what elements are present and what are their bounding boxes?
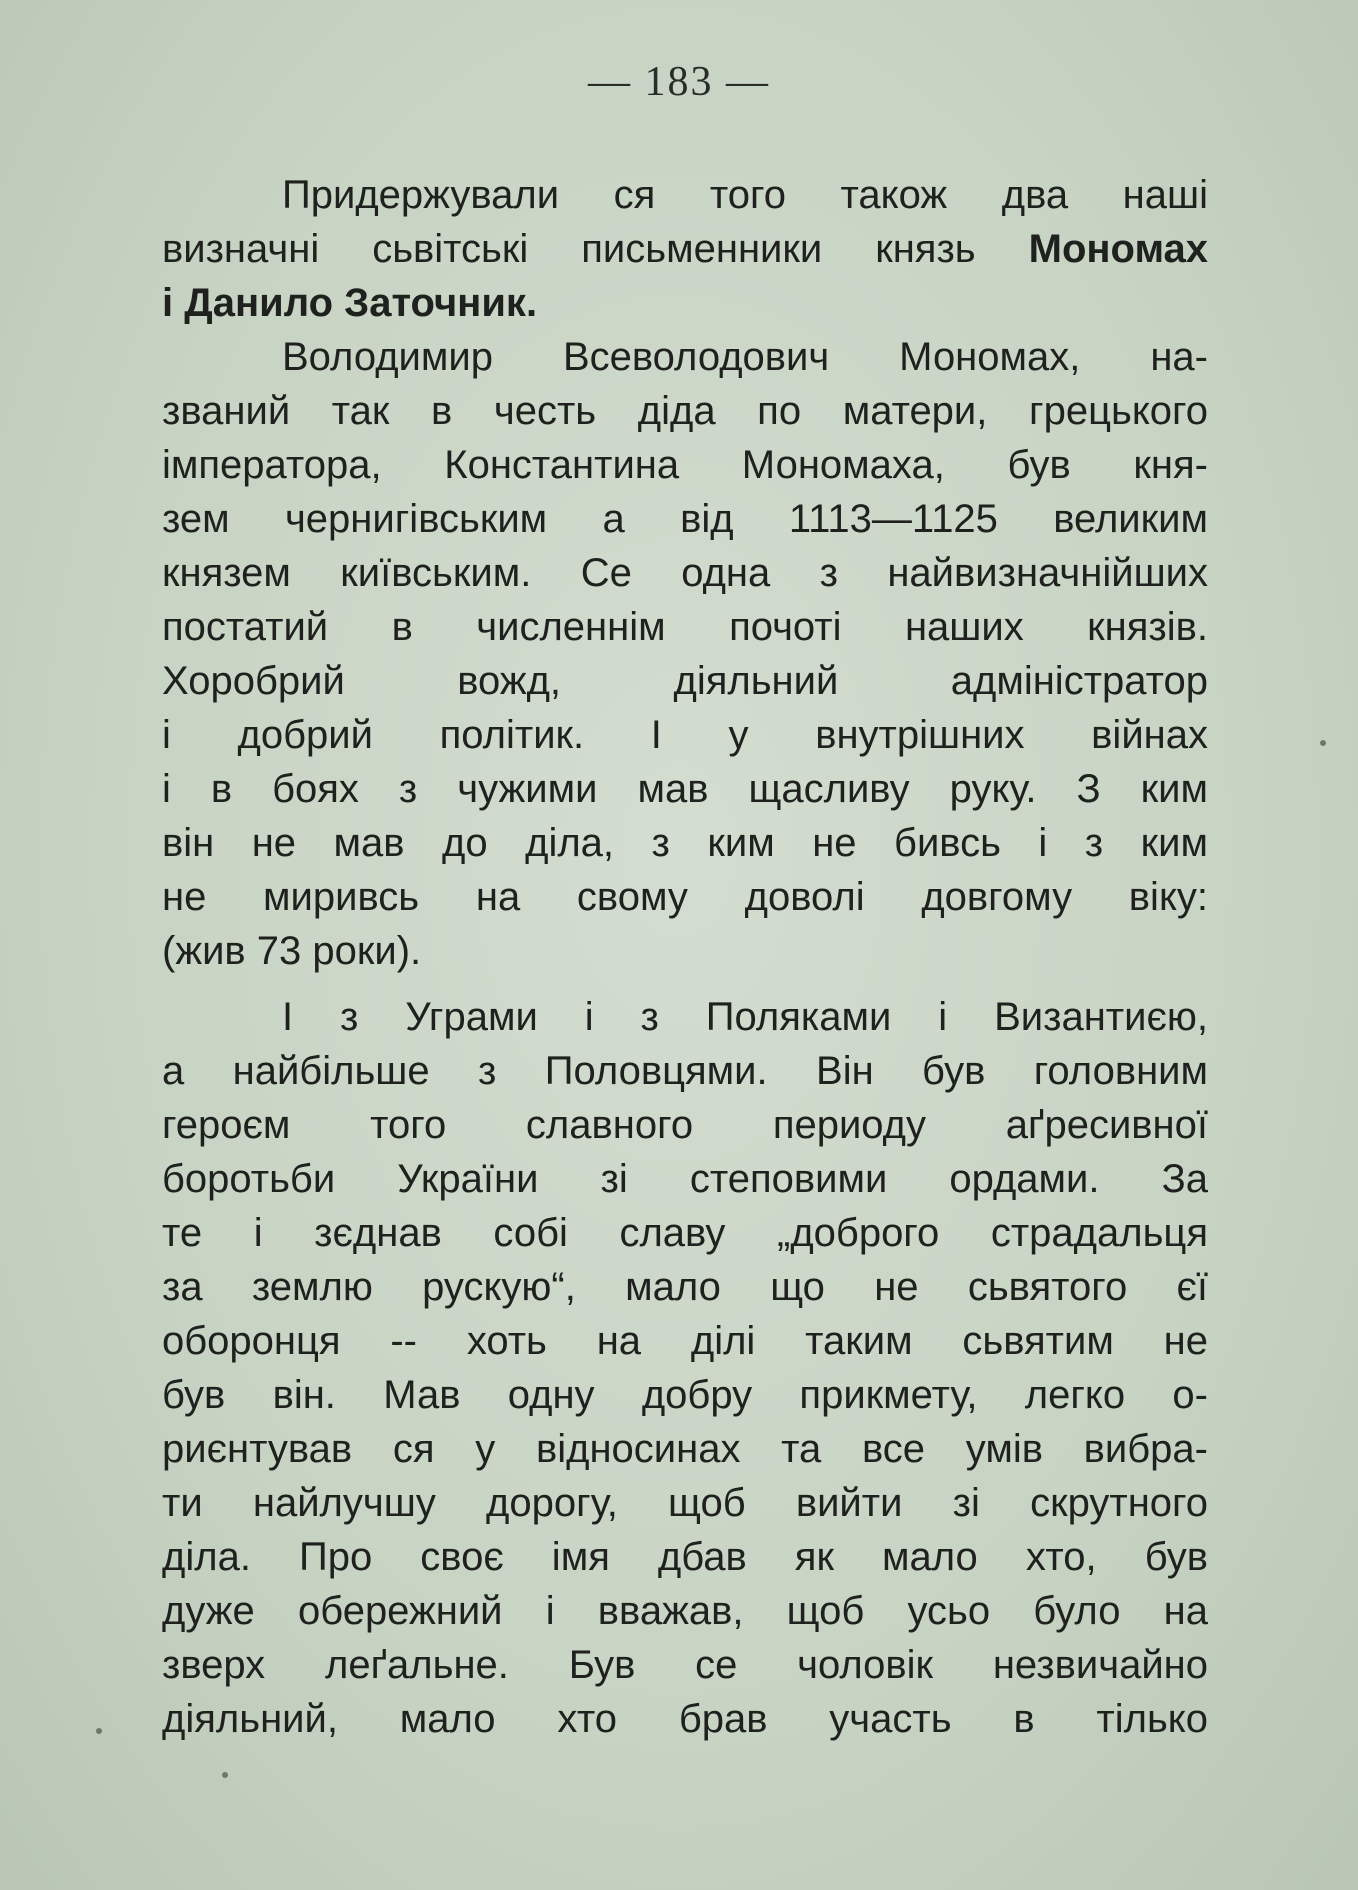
text-line: Хоробрий вожд, діяльний адміністратор bbox=[162, 659, 1208, 703]
bold-name-danylo: і Данило Заточник. bbox=[162, 281, 538, 325]
print-speck bbox=[222, 1772, 228, 1778]
text-line bbox=[162, 222, 1208, 276]
text-line: риєнтував ся у відносинах та все умів вибра- bbox=[162, 1427, 1208, 1471]
text-line: І з Уграми і з Поляками і Византиєю, bbox=[282, 995, 1208, 1039]
bold-name-monomakh: Мономах bbox=[1028, 227, 1208, 271]
text-line: не миривсь на свому доволі довгому віку: bbox=[162, 875, 1208, 919]
text-line: оборонця -- хоть на ділі таким сьвятим не bbox=[162, 1319, 1208, 1363]
text-line: князем київським. Се одна з найвизначнійших bbox=[162, 551, 1208, 595]
text-line: ти найлучшу дорогу, щоб вийти зі скрутного bbox=[162, 1481, 1208, 1525]
text-line: те і зєднав собі славу „доброго страдальця bbox=[162, 1211, 1208, 1255]
paragraph-3 bbox=[162, 990, 1208, 1746]
text-line: Володимир Всеволодович Мономах, на- bbox=[282, 335, 1208, 379]
text-line: званий так в честь діда по матери, грецького bbox=[162, 389, 1208, 433]
text-line: героєм того славного периоду аґресивної bbox=[162, 1103, 1208, 1147]
text-line: він не мав до діла, з ким не бивсь і з ким bbox=[162, 821, 1208, 865]
text-line: діла. Про своє імя дбав як мало хто, був bbox=[162, 1535, 1208, 1579]
text-line: (жив 73 роки). bbox=[162, 929, 422, 973]
print-speck bbox=[1320, 740, 1326, 746]
page-number: — 183 — bbox=[588, 59, 770, 105]
text-line: зем чернигівським а від 1113—1125 великим bbox=[162, 497, 1208, 541]
text-line: був він. Мав одну добру прикмету, легко о- bbox=[162, 1373, 1208, 1417]
text-line: постатий в численнім почоті наших князів. bbox=[162, 605, 1208, 649]
paragraph-2 bbox=[162, 330, 1208, 978]
text-line: дуже обережний і вважав, щоб усьо було на bbox=[162, 1589, 1208, 1633]
print-speck bbox=[96, 1728, 102, 1734]
text-line: а найбільше з Половцями. Він був головним bbox=[162, 1049, 1208, 1093]
text-line: імператора, Константина Мономаха, був кня- bbox=[162, 443, 1208, 487]
text-line: діяльний, мало хто брав участь в тілько bbox=[162, 1697, 1208, 1741]
text-line: і в боях з чужими мав щасливу руку. З ким bbox=[162, 767, 1208, 811]
text-line: боротьби України зі степовими ордами. За bbox=[162, 1157, 1208, 1201]
text-line: зверх леґальне. Був се чоловік незвичайно bbox=[162, 1643, 1208, 1687]
text-line: Придержували ся того також два наші bbox=[282, 173, 1208, 217]
text-line: за землю рускую“, мало що не сьвятого єї bbox=[162, 1265, 1208, 1309]
text-fragment: визначні сьвітські письменники князь bbox=[162, 227, 1029, 271]
paragraph-1 bbox=[162, 168, 1208, 330]
text-line: і добрий політик. І у внутрішних війнах bbox=[162, 713, 1208, 757]
